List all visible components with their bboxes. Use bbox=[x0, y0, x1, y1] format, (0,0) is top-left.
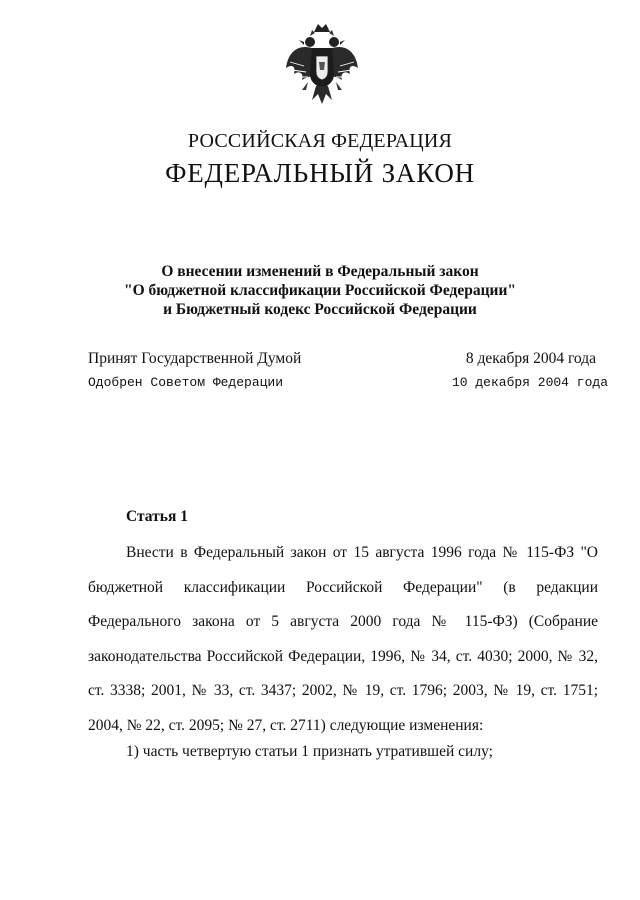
duma-label: Принят Государственной Думой bbox=[88, 350, 302, 367]
law-title-line: О внесении изменений в Федеральный закон bbox=[161, 263, 479, 280]
article-heading: Статья 1 bbox=[126, 508, 188, 525]
council-label: Одобрен Советом Федерации bbox=[88, 375, 284, 390]
adoption-council-row bbox=[88, 375, 608, 395]
article-paragraph: Внести в Федеральный закон от 15 августа 1996 года № 115-ФЗ "О бюджетной классификации Российской Федерации" (в редакции Федерального закона от 5 августа 2000 года № 115-ФЗ) (Собрание законодательства Российской Федерации, 1996, № 34, ст. 4030; 2000, № 32, ст. 3338; 2001, № 33, ст. 3437; 2002, № 19, ст. 1796; 2003, № 19, ст. 1751; 2004, № 22, ст. 2095; № 27, ст. 2711) следующие изменения: bbox=[88, 544, 598, 734]
law-title bbox=[0, 262, 640, 319]
duma-date: 8 декабря 2004 года bbox=[465, 350, 596, 367]
council-date: 10 декабря 2004 года bbox=[451, 375, 608, 390]
coat-of-arms-emblem bbox=[282, 22, 362, 110]
law-title-line: "О бюджетной классификации Российской Федерации" bbox=[123, 282, 517, 299]
amendment-item: 1) часть четвертую статьи 1 признать утратившей силу; bbox=[126, 743, 493, 760]
law-title-line: и Бюджетный кодекс Российской Федерации bbox=[163, 301, 477, 318]
country-heading: РОССИЙСКАЯ ФЕДЕРАЦИЯ bbox=[187, 130, 453, 152]
document-type-heading: ФЕДЕРАЛЬНЫЙ ЗАКОН bbox=[165, 158, 475, 188]
adoption-duma-row bbox=[88, 350, 608, 370]
